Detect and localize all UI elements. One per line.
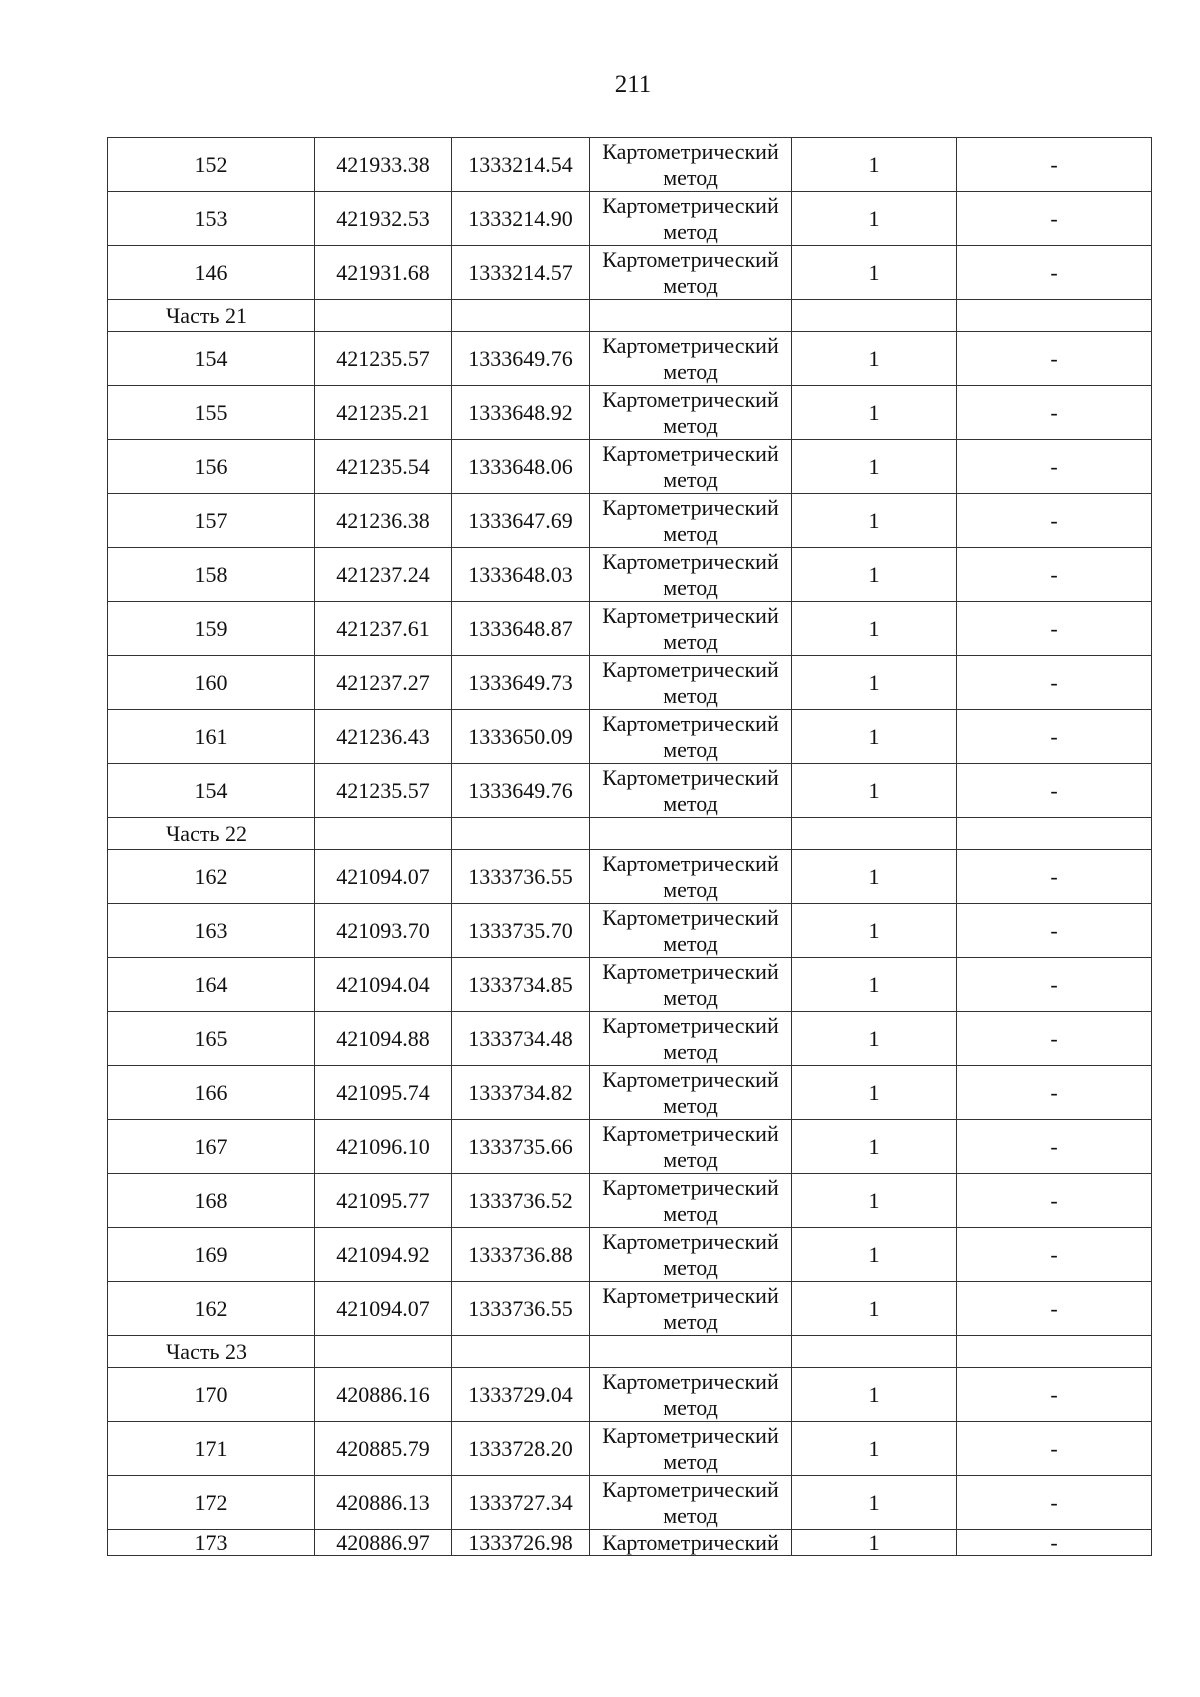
- method-line-1: Картометрический: [602, 138, 779, 164]
- method-line-1: Картометрический: [602, 656, 779, 682]
- y-coordinate-cell: 1333736.52: [452, 1174, 590, 1228]
- method-line-1: Картометрический: [602, 1228, 779, 1254]
- description-cell: -: [957, 1476, 1152, 1530]
- method-cell: [590, 904, 792, 958]
- method-line-2: метод: [663, 218, 718, 244]
- table-row: [108, 192, 1152, 246]
- method-line-2: метод: [663, 164, 718, 190]
- table-row: [108, 1228, 1152, 1282]
- description-cell: -: [957, 494, 1152, 548]
- method-line-1: Картометрический: [602, 246, 779, 272]
- x-coordinate-cell: 421094.07: [315, 850, 452, 904]
- method-line-1: Картометрический: [602, 494, 779, 520]
- empty-cell: [957, 818, 1152, 850]
- table-row: [108, 1066, 1152, 1120]
- accuracy-cell: 1: [792, 548, 957, 602]
- table-row: [108, 1120, 1152, 1174]
- accuracy-cell: 1: [792, 1422, 957, 1476]
- description-cell: -: [957, 602, 1152, 656]
- x-coordinate-cell: 421235.57: [315, 764, 452, 818]
- table-row: [108, 1012, 1152, 1066]
- method-cell: [590, 1476, 792, 1530]
- method-line-1: Картометрический: [602, 958, 779, 984]
- method-line-2: метод: [663, 1146, 718, 1172]
- method-line-1: Картометрический: [602, 386, 779, 412]
- y-coordinate-cell: 1333649.73: [452, 656, 590, 710]
- method-line-1: Картометрический: [602, 764, 779, 790]
- method-line-2: метод: [663, 984, 718, 1010]
- point-number-cell: 164: [108, 958, 315, 1012]
- table-row: [108, 494, 1152, 548]
- empty-cell: [590, 1336, 792, 1368]
- table-row: [108, 602, 1152, 656]
- method-cell: [590, 1066, 792, 1120]
- y-coordinate-cell: 1333648.87: [452, 602, 590, 656]
- point-number-cell: 169: [108, 1228, 315, 1282]
- method-cell: [590, 192, 792, 246]
- method-line-1: Картометрический: [602, 1529, 779, 1555]
- x-coordinate-cell: 421094.04: [315, 958, 452, 1012]
- method-cell: [590, 1422, 792, 1476]
- empty-cell: [792, 1336, 957, 1368]
- table-row: [108, 332, 1152, 386]
- x-coordinate-cell: 421237.61: [315, 602, 452, 656]
- x-coordinate-cell: 421931.68: [315, 246, 452, 300]
- accuracy-cell: 1: [792, 1530, 957, 1556]
- description-cell: -: [957, 246, 1152, 300]
- point-number-cell: 170: [108, 1368, 315, 1422]
- accuracy-cell: 1: [792, 1368, 957, 1422]
- table-row: [108, 1422, 1152, 1476]
- method-line-2: метод: [663, 628, 718, 654]
- accuracy-cell: 1: [792, 1012, 957, 1066]
- y-coordinate-cell: 1333727.34: [452, 1476, 590, 1530]
- x-coordinate-cell: 421237.24: [315, 548, 452, 602]
- x-coordinate-cell: 421235.54: [315, 440, 452, 494]
- part-label: Часть 21: [108, 300, 315, 332]
- part-header-row: [108, 818, 1152, 850]
- method-cell: [590, 1120, 792, 1174]
- x-coordinate-cell: 421235.21: [315, 386, 452, 440]
- accuracy-cell: 1: [792, 332, 957, 386]
- x-coordinate-cell: 421094.88: [315, 1012, 452, 1066]
- method-line-2: метод: [663, 520, 718, 546]
- method-line-2: метод: [663, 1448, 718, 1474]
- description-cell: -: [957, 1066, 1152, 1120]
- description-cell: -: [957, 332, 1152, 386]
- x-coordinate-cell: 421235.57: [315, 332, 452, 386]
- method-line-2: метод: [663, 412, 718, 438]
- point-number-cell: 161: [108, 710, 315, 764]
- point-number-cell: 146: [108, 246, 315, 300]
- x-coordinate-cell: 421095.74: [315, 1066, 452, 1120]
- method-line-1: Картометрический: [602, 332, 779, 358]
- x-coordinate-cell: 420886.97: [315, 1530, 452, 1556]
- x-coordinate-cell: 421094.07: [315, 1282, 452, 1336]
- point-number-cell: 168: [108, 1174, 315, 1228]
- x-coordinate-cell: 420885.79: [315, 1422, 452, 1476]
- point-number-cell: 154: [108, 764, 315, 818]
- point-number-cell: 155: [108, 386, 315, 440]
- empty-cell: [452, 300, 590, 332]
- description-cell: -: [957, 764, 1152, 818]
- method-line-2: метод: [663, 1394, 718, 1420]
- point-number-cell: 166: [108, 1066, 315, 1120]
- part-label: Часть 22: [108, 818, 315, 850]
- coordinates-table-body: [108, 138, 1152, 1556]
- x-coordinate-cell: 420886.16: [315, 1368, 452, 1422]
- empty-cell: [452, 818, 590, 850]
- method-cell: [590, 1530, 792, 1556]
- accuracy-cell: 1: [792, 958, 957, 1012]
- description-cell: -: [957, 1228, 1152, 1282]
- accuracy-cell: 1: [792, 602, 957, 656]
- accuracy-cell: 1: [792, 494, 957, 548]
- description-cell: -: [957, 192, 1152, 246]
- x-coordinate-cell: 421236.38: [315, 494, 452, 548]
- point-number-cell: 152: [108, 138, 315, 192]
- accuracy-cell: 1: [792, 850, 957, 904]
- part-header-row: [108, 1336, 1152, 1368]
- table-row: [108, 1282, 1152, 1336]
- method-line-2: метод: [663, 1254, 718, 1280]
- method-line-1: Картометрический: [602, 1476, 779, 1502]
- x-coordinate-cell: 421236.43: [315, 710, 452, 764]
- y-coordinate-cell: 1333734.85: [452, 958, 590, 1012]
- part-header-row: [108, 300, 1152, 332]
- description-cell: -: [957, 386, 1152, 440]
- x-coordinate-cell: 421095.77: [315, 1174, 452, 1228]
- empty-cell: [452, 1336, 590, 1368]
- empty-cell: [590, 300, 792, 332]
- accuracy-cell: 1: [792, 1066, 957, 1120]
- accuracy-cell: 1: [792, 1228, 957, 1282]
- table-row: [108, 764, 1152, 818]
- empty-cell: [957, 1336, 1152, 1368]
- method-line-2: метод: [663, 466, 718, 492]
- method-line-1: Картометрический: [602, 1174, 779, 1200]
- description-cell: -: [957, 440, 1152, 494]
- method-line-2: метод: [663, 790, 718, 816]
- point-number-cell: 162: [108, 1282, 315, 1336]
- method-cell: [590, 1368, 792, 1422]
- empty-cell: [792, 300, 957, 332]
- accuracy-cell: 1: [792, 1174, 957, 1228]
- y-coordinate-cell: 1333734.82: [452, 1066, 590, 1120]
- method-line-2: метод: [663, 574, 718, 600]
- method-cell: [590, 440, 792, 494]
- method-line-1: Картометрический: [602, 1120, 779, 1146]
- empty-cell: [315, 300, 452, 332]
- y-coordinate-cell: 1333736.88: [452, 1228, 590, 1282]
- table-row: [108, 656, 1152, 710]
- method-line-2: метод: [663, 1200, 718, 1226]
- description-cell: -: [957, 1422, 1152, 1476]
- coordinates-table: [107, 137, 1152, 1556]
- x-coordinate-cell: 421096.10: [315, 1120, 452, 1174]
- y-coordinate-cell: 1333735.70: [452, 904, 590, 958]
- method-line-2: метод: [663, 272, 718, 298]
- method-line-2: метод: [663, 682, 718, 708]
- accuracy-cell: 1: [792, 138, 957, 192]
- method-line-2: метод: [663, 358, 718, 384]
- method-line-2: метод: [663, 736, 718, 762]
- description-cell: -: [957, 1530, 1152, 1556]
- method-cell: [590, 958, 792, 1012]
- accuracy-cell: 1: [792, 710, 957, 764]
- description-cell: -: [957, 548, 1152, 602]
- description-cell: -: [957, 850, 1152, 904]
- table-row: [108, 440, 1152, 494]
- accuracy-cell: 1: [792, 656, 957, 710]
- x-coordinate-cell: 421093.70: [315, 904, 452, 958]
- table-row: [108, 386, 1152, 440]
- description-cell: -: [957, 1174, 1152, 1228]
- part-label: Часть 23: [108, 1336, 315, 1368]
- method-cell: [590, 1174, 792, 1228]
- point-number-cell: 171: [108, 1422, 315, 1476]
- point-number-cell: 167: [108, 1120, 315, 1174]
- description-cell: -: [957, 904, 1152, 958]
- x-coordinate-cell: 421933.38: [315, 138, 452, 192]
- point-number-cell: 157: [108, 494, 315, 548]
- method-cell: [590, 332, 792, 386]
- description-cell: -: [957, 1120, 1152, 1174]
- point-number-cell: 173: [108, 1530, 315, 1556]
- method-line-1: Картометрический: [602, 192, 779, 218]
- y-coordinate-cell: 1333650.09: [452, 710, 590, 764]
- y-coordinate-cell: 1333734.48: [452, 1012, 590, 1066]
- method-line-2: метод: [663, 1502, 718, 1528]
- method-cell: [590, 602, 792, 656]
- y-coordinate-cell: 1333728.20: [452, 1422, 590, 1476]
- y-coordinate-cell: 1333648.03: [452, 548, 590, 602]
- x-coordinate-cell: 420886.13: [315, 1476, 452, 1530]
- table-row: [108, 1476, 1152, 1530]
- y-coordinate-cell: 1333214.54: [452, 138, 590, 192]
- table-row: [108, 850, 1152, 904]
- description-cell: -: [957, 1368, 1152, 1422]
- method-line-2: метод: [663, 1038, 718, 1064]
- point-number-cell: 153: [108, 192, 315, 246]
- accuracy-cell: 1: [792, 764, 957, 818]
- y-coordinate-cell: 1333726.98: [452, 1530, 590, 1556]
- point-number-cell: 163: [108, 904, 315, 958]
- method-line-1: Картометрический: [602, 1066, 779, 1092]
- method-cell: [590, 1228, 792, 1282]
- y-coordinate-cell: 1333647.69: [452, 494, 590, 548]
- accuracy-cell: 1: [792, 386, 957, 440]
- y-coordinate-cell: 1333649.76: [452, 764, 590, 818]
- method-cell: [590, 494, 792, 548]
- accuracy-cell: 1: [792, 246, 957, 300]
- description-cell: -: [957, 710, 1152, 764]
- method-line-2: метод: [663, 1092, 718, 1118]
- y-coordinate-cell: 1333735.66: [452, 1120, 590, 1174]
- point-number-cell: 165: [108, 1012, 315, 1066]
- method-cell: [590, 656, 792, 710]
- table-row: [108, 958, 1152, 1012]
- method-line-1: Картометрический: [602, 710, 779, 736]
- method-cell: [590, 246, 792, 300]
- empty-cell: [590, 818, 792, 850]
- description-cell: -: [957, 958, 1152, 1012]
- y-coordinate-cell: 1333214.90: [452, 192, 590, 246]
- y-coordinate-cell: 1333736.55: [452, 850, 590, 904]
- x-coordinate-cell: 421237.27: [315, 656, 452, 710]
- description-cell: -: [957, 1282, 1152, 1336]
- method-cell: [590, 1012, 792, 1066]
- description-cell: -: [957, 656, 1152, 710]
- method-line-1: Картометрический: [602, 1422, 779, 1448]
- accuracy-cell: 1: [792, 440, 957, 494]
- method-line-1: Картометрический: [602, 1012, 779, 1038]
- method-line-2: метод: [663, 1308, 718, 1334]
- point-number-cell: 156: [108, 440, 315, 494]
- accuracy-cell: 1: [792, 904, 957, 958]
- method-cell: [590, 764, 792, 818]
- table-row: [108, 138, 1152, 192]
- method-line-2: метод: [663, 930, 718, 956]
- y-coordinate-cell: 1333648.92: [452, 386, 590, 440]
- point-number-cell: 154: [108, 332, 315, 386]
- table-row: [108, 246, 1152, 300]
- method-line-1: Картометрический: [602, 850, 779, 876]
- empty-cell: [315, 1336, 452, 1368]
- table-row: [108, 1174, 1152, 1228]
- method-cell: [590, 548, 792, 602]
- x-coordinate-cell: 421932.53: [315, 192, 452, 246]
- method-line-1: Картометрический: [602, 602, 779, 628]
- method-line-1: Картометрический: [602, 1368, 779, 1394]
- y-coordinate-cell: 1333729.04: [452, 1368, 590, 1422]
- method-line-1: Картометрический: [602, 440, 779, 466]
- method-cell: [590, 1282, 792, 1336]
- description-cell: -: [957, 1012, 1152, 1066]
- method-line-1: Картометрический: [602, 548, 779, 574]
- y-coordinate-cell: 1333736.55: [452, 1282, 590, 1336]
- y-coordinate-cell: 1333648.06: [452, 440, 590, 494]
- point-number-cell: 158: [108, 548, 315, 602]
- method-line-1: Картометрический: [602, 1282, 779, 1308]
- method-cell: [590, 710, 792, 764]
- table-row: [108, 1530, 1152, 1556]
- method-line-2: метод: [663, 876, 718, 902]
- point-number-cell: 162: [108, 850, 315, 904]
- accuracy-cell: 1: [792, 1120, 957, 1174]
- y-coordinate-cell: 1333214.57: [452, 246, 590, 300]
- table-row: [108, 710, 1152, 764]
- empty-cell: [957, 300, 1152, 332]
- point-number-cell: 159: [108, 602, 315, 656]
- point-number-cell: 172: [108, 1476, 315, 1530]
- table-row: [108, 904, 1152, 958]
- method-cell: [590, 138, 792, 192]
- page-number: 211: [614, 71, 652, 98]
- empty-cell: [315, 818, 452, 850]
- table-row: [108, 1368, 1152, 1422]
- point-number-cell: 160: [108, 656, 315, 710]
- empty-cell: [792, 818, 957, 850]
- accuracy-cell: 1: [792, 1476, 957, 1530]
- y-coordinate-cell: 1333649.76: [452, 332, 590, 386]
- method-cell: [590, 850, 792, 904]
- accuracy-cell: 1: [792, 1282, 957, 1336]
- accuracy-cell: 1: [792, 192, 957, 246]
- method-line-1: Картометрический: [602, 904, 779, 930]
- x-coordinate-cell: 421094.92: [315, 1228, 452, 1282]
- table-row: [108, 548, 1152, 602]
- description-cell: -: [957, 138, 1152, 192]
- method-cell: [590, 386, 792, 440]
